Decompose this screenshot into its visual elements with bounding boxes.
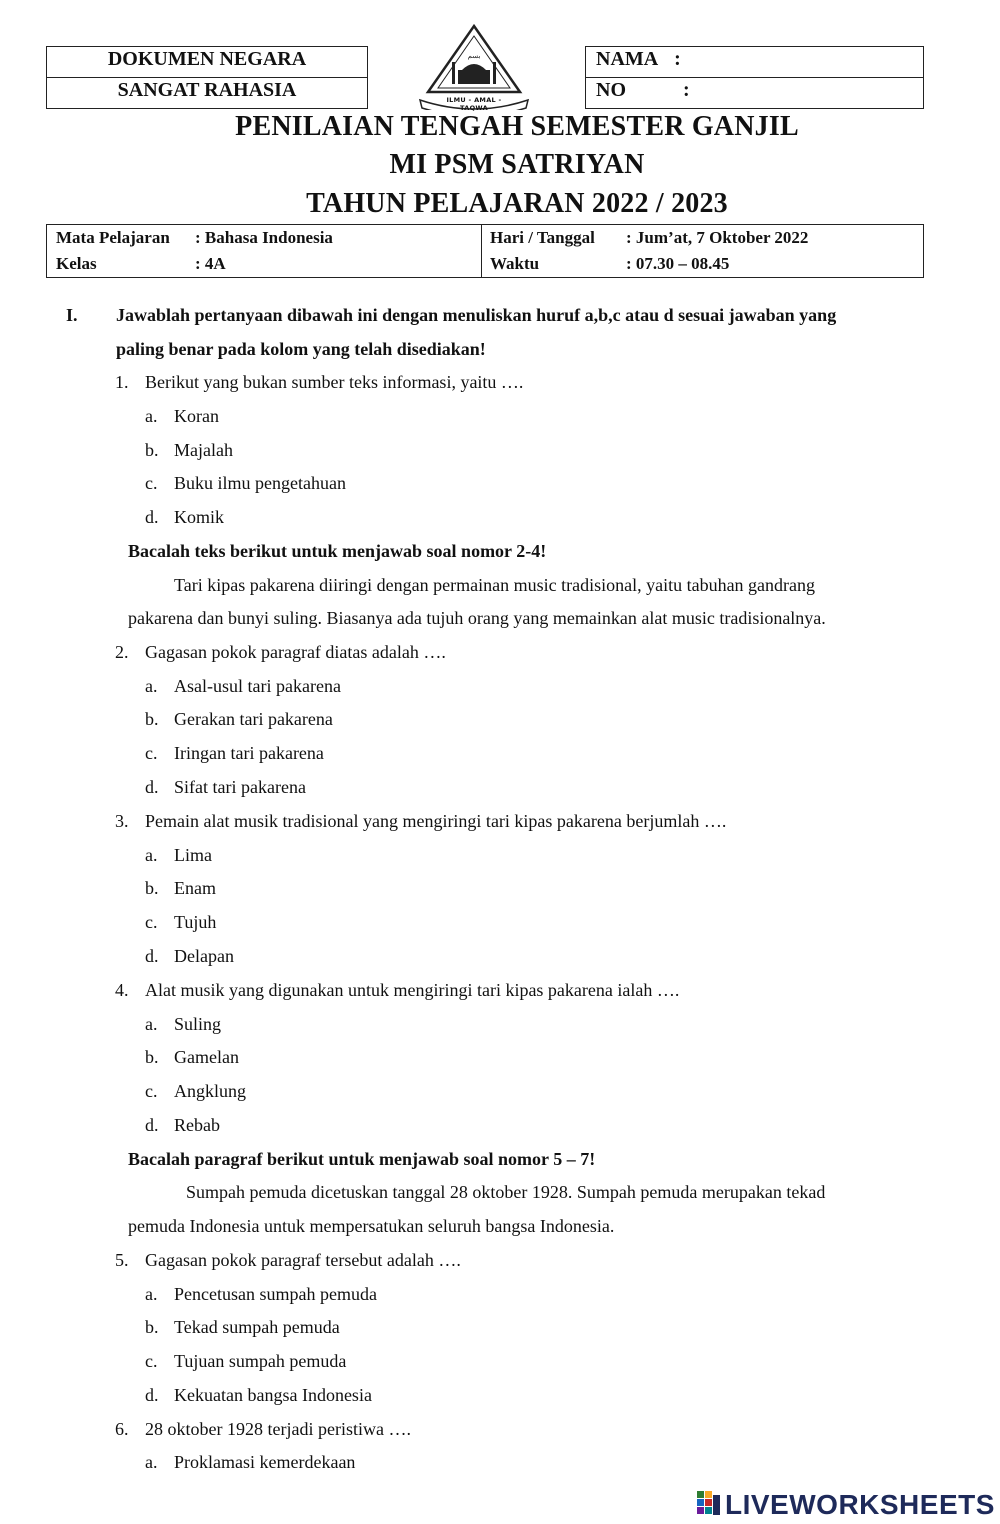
- question-number: 5.: [115, 1250, 129, 1270]
- option-letter: a.: [145, 845, 158, 865]
- option-text[interactable]: Komik: [174, 507, 225, 527]
- reading-text: Sumpah pemuda dicetuskan tanggal 28 oktober 1928. Sumpah pemuda merupakan tekad: [186, 1182, 826, 1202]
- exam-title: PENILAIAN TENGAH SEMESTER GANJIL: [235, 111, 799, 142]
- question-text: Pemain alat musik tradisional yang mengiringi tari kipas pakarena berjumlah ….: [145, 811, 727, 831]
- reading-text: pemuda Indonesia untuk mempersatukan seluruh bangsa Indonesia.: [128, 1216, 615, 1236]
- waktu-value: : 07.30 – 08.45: [626, 254, 730, 273]
- option-text[interactable]: Gamelan: [174, 1047, 239, 1067]
- question-number: 4.: [115, 980, 129, 1000]
- option-text[interactable]: Rebab: [174, 1115, 220, 1135]
- reading-instruction: Bacalah paragraf berikut untuk menjawab soal nomor 5 – 7!: [128, 1149, 596, 1169]
- option-letter: d.: [145, 507, 159, 527]
- academic-year: TAHUN PELAJARAN 2022 / 2023: [306, 188, 728, 219]
- option-letter: d.: [145, 946, 159, 966]
- option-letter: c.: [145, 912, 158, 932]
- option-text[interactable]: Tekad sumpah pemuda: [174, 1317, 340, 1337]
- option-letter: b.: [145, 440, 159, 460]
- option-letter: c.: [145, 1081, 158, 1101]
- option-text[interactable]: Tujuh: [174, 912, 217, 932]
- question-number: 3.: [115, 811, 129, 831]
- logo-motto: ILMU - AMAL - TAQWA: [446, 96, 502, 112]
- reading-text: pakarena dan bunyi suling. Biasanya ada tujuh orang yang memainkan alat music tradisionalnya.: [128, 608, 826, 628]
- option-text[interactable]: Buku ilmu pengetahuan: [174, 473, 346, 493]
- option-letter: b.: [145, 878, 159, 898]
- option-letter: a.: [145, 1284, 158, 1304]
- option-text[interactable]: Proklamasi kemerdekaan: [174, 1452, 356, 1472]
- option-text[interactable]: Gerakan tari pakarena: [174, 709, 333, 729]
- option-text[interactable]: Lima: [174, 845, 212, 865]
- option-text[interactable]: Tujuan sumpah pemuda: [174, 1351, 347, 1371]
- option-letter: d.: [145, 1385, 159, 1405]
- question-number: 1.: [115, 372, 129, 392]
- hari-value: : Jum’at, 7 Oktober 2022: [626, 228, 809, 247]
- svg-text:بسم: بسم: [467, 52, 481, 60]
- question-text: Gagasan pokok paragraf tersebut adalah ….: [145, 1250, 461, 1270]
- question-text: Alat musik yang digunakan untuk mengiringi tari kipas pakarena ialah ….: [145, 980, 680, 1000]
- header-dokumen-negara: DOKUMEN NEGARA: [107, 48, 307, 70]
- option-text[interactable]: Suling: [174, 1014, 222, 1034]
- school-name: MI PSM SATRIYAN: [389, 149, 645, 180]
- option-text[interactable]: Iringan tari pakarena: [174, 743, 324, 763]
- option-text[interactable]: Enam: [174, 878, 216, 898]
- question-number: 2.: [115, 642, 129, 662]
- option-text[interactable]: Asal-usul tari pakarena: [174, 676, 341, 696]
- option-letter: a.: [145, 406, 158, 426]
- question-text: 28 oktober 1928 terjadi peristiwa ….: [145, 1419, 411, 1439]
- nama-field[interactable]: NAMA :: [596, 48, 681, 70]
- kelas-label: Kelas: [56, 254, 97, 273]
- option-letter: a.: [145, 1452, 158, 1472]
- option-text[interactable]: Angklung: [174, 1081, 246, 1101]
- option-text[interactable]: Pencetusan sumpah pemuda: [174, 1284, 377, 1304]
- option-text[interactable]: Koran: [174, 406, 219, 426]
- option-letter: b.: [145, 1047, 159, 1067]
- option-text[interactable]: Majalah: [174, 440, 233, 460]
- waktu-label: Waktu: [490, 254, 540, 273]
- mapel-label: Mata Pelajaran: [56, 228, 170, 247]
- reading-instruction: Bacalah teks berikut untuk menjawab soal nomor 2-4!: [128, 541, 547, 561]
- section-instruction-cont: paling benar pada kolom yang telah disediakan!: [116, 339, 486, 359]
- liveworksheets-brand[interactable]: [697, 1488, 995, 1522]
- option-letter: c.: [145, 473, 158, 493]
- option-text[interactable]: Sifat tari pakarena: [174, 777, 306, 797]
- section-number: I.: [66, 305, 78, 325]
- option-text[interactable]: Delapan: [174, 946, 234, 966]
- section-instruction: Jawablah pertanyaan dibawah ini dengan menuliskan huruf a,b,c atau d sesuai jawaban yang: [116, 305, 837, 325]
- liveworksheets-logo-icon: [697, 1491, 721, 1519]
- option-letter: a.: [145, 676, 158, 696]
- no-field[interactable]: NO :: [596, 79, 690, 101]
- question-text: Gagasan pokok paragraf diatas adalah ….: [145, 642, 446, 662]
- liveworksheets-wordmark: LIVEWORKSHEETS: [725, 1489, 995, 1520]
- question-number: 6.: [115, 1419, 129, 1439]
- hari-label: Hari / Tanggal: [490, 228, 595, 247]
- kelas-value: : 4A: [195, 254, 226, 273]
- option-letter: c.: [145, 1351, 158, 1371]
- option-letter: c.: [145, 743, 158, 763]
- option-letter: a.: [145, 1014, 158, 1034]
- option-text[interactable]: Kekuatan bangsa Indonesia: [174, 1385, 372, 1405]
- option-letter: d.: [145, 777, 159, 797]
- option-letter: d.: [145, 1115, 159, 1135]
- question-text: Berikut yang bukan sumber teks informasi, yaitu ….: [145, 372, 524, 392]
- header-sangat-rahasia: SANGAT RAHASIA: [117, 79, 297, 101]
- option-letter: b.: [145, 709, 159, 729]
- mapel-value: : Bahasa Indonesia: [195, 228, 333, 247]
- option-letter: b.: [145, 1317, 159, 1337]
- school-logo: [414, 22, 534, 110]
- reading-text: Tari kipas pakarena diiringi dengan permainan music tradisional, yaitu tabuhan gandrang: [174, 575, 816, 595]
